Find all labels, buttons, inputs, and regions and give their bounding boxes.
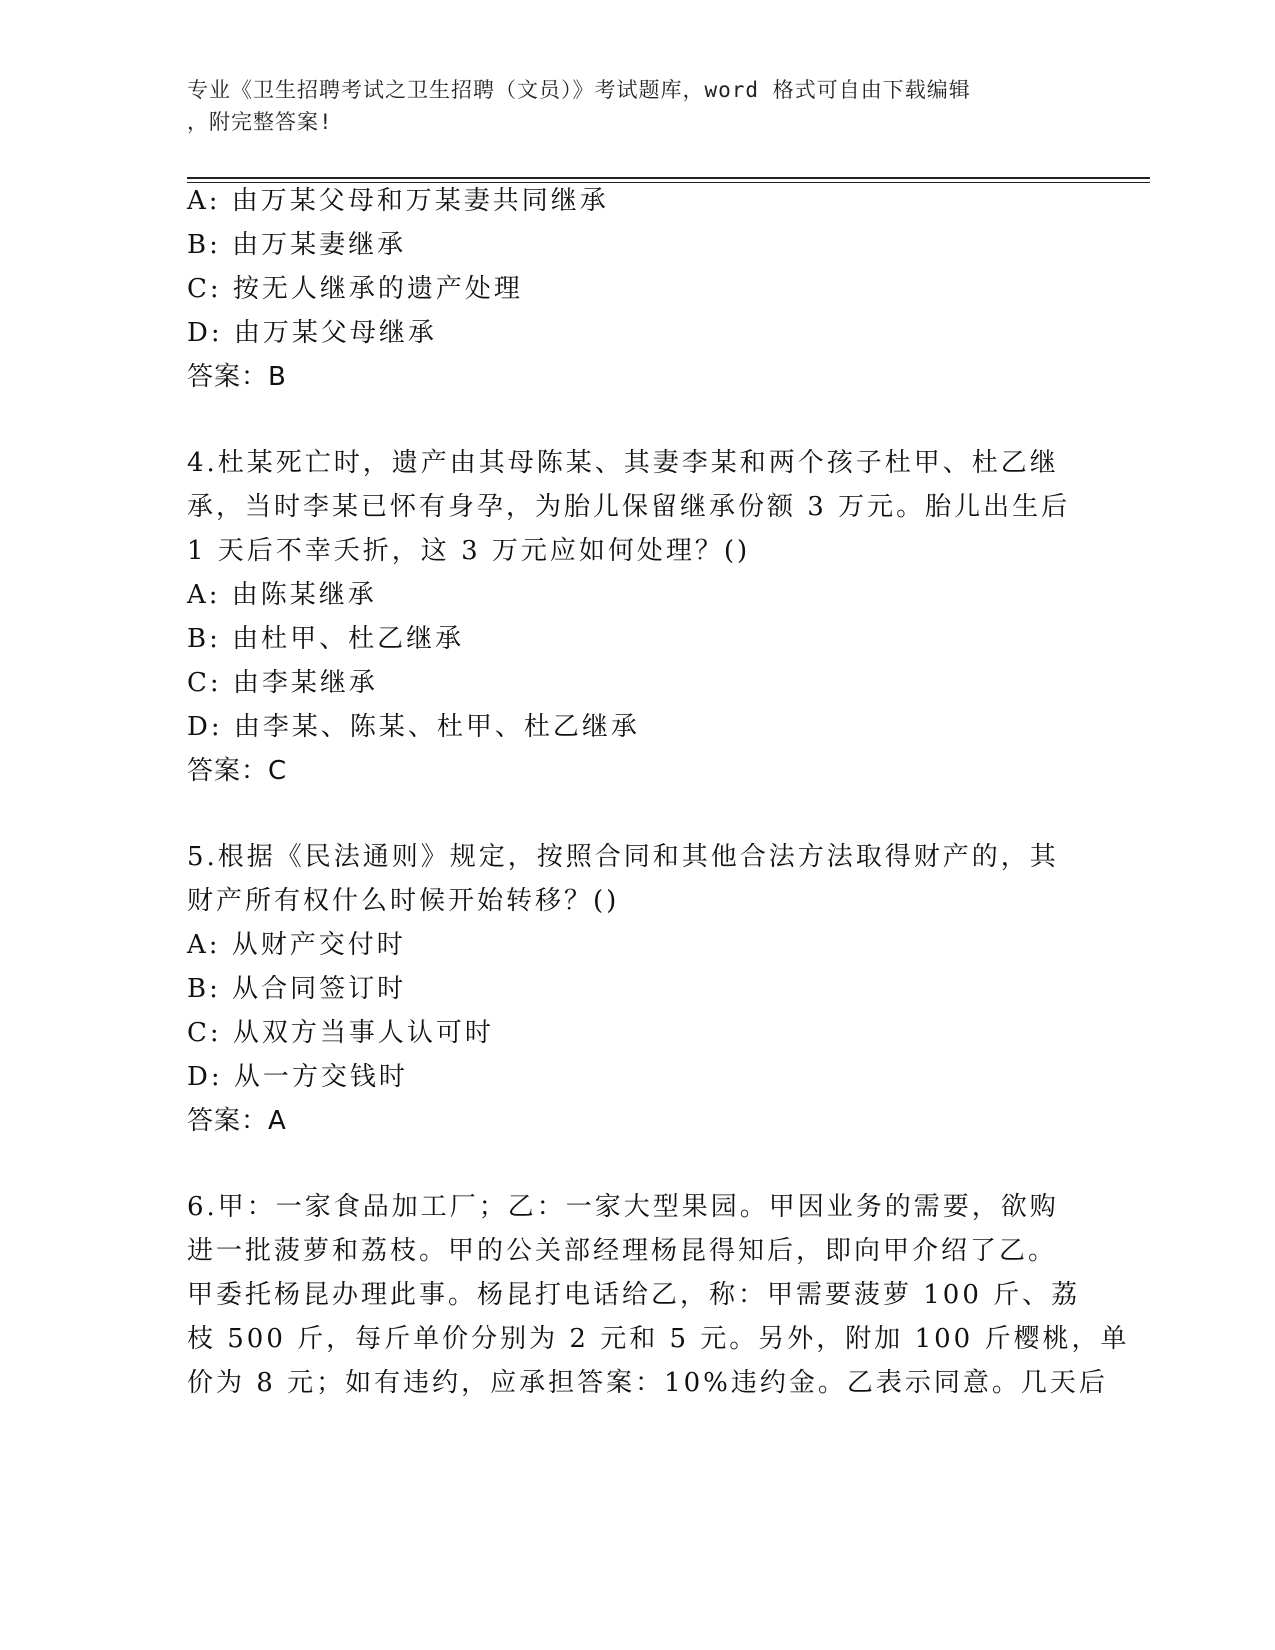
q4-option-b: B: 由杜甲、杜乙继承 [187, 624, 465, 654]
q4-option-c: C: 由李某继承 [187, 668, 378, 698]
header-line-1: 专业《卫生招聘考试之卫生招聘（文员）》考试题库，word 格式可自由下载编辑 [187, 78, 971, 102]
q5-option-a: A: 从财产交付时 [187, 930, 406, 960]
q5-option-c: C: 从双方当事人认可时 [187, 1018, 494, 1048]
q3-answer: 答案：B [187, 362, 287, 392]
header-divider-thin [187, 182, 1150, 183]
header-line-2: ，附完整答案! [187, 110, 333, 134]
q4-stem-line-3: 1 天后不幸夭折，这 3 万元应如何处理？() [187, 536, 751, 566]
q6-stem-line-2: 进一批菠萝和荔枝。甲的公关部经理杨昆得知后，即向甲介绍了乙。 [187, 1236, 1058, 1266]
q4-stem-line-2: 承，当时李某已怀有身孕，为胎儿保留继承份额 3 万元。胎儿出生后 [187, 492, 1071, 522]
q3-option-d: D: 由万某父母继承 [187, 318, 437, 348]
q4-option-d: D: 由李某、陈某、杜甲、杜乙继承 [187, 712, 640, 742]
q4-option-a: A: 由陈某继承 [187, 580, 377, 610]
q3-option-a: A: 由万某父母和万某妻共同继承 [187, 186, 609, 216]
q5-option-d: D: 从一方交钱时 [187, 1062, 408, 1092]
document-header [187, 74, 1067, 138]
q6-stem-line-1: 6.甲：一家食品加工厂；乙：一家大型果园。甲因业务的需要，欲购 [187, 1192, 1059, 1222]
q6-stem-line-3: 甲委托杨昆办理此事。杨昆打电话给乙，称：甲需要菠萝 100 斤、荔 [187, 1280, 1081, 1310]
q6-stem-line-5: 价为 8 元；如有违约，应承担答案：10%违约金。乙表示同意。几天后 [187, 1368, 1108, 1398]
q5-stem-line-1: 5.根据《民法通则》规定，按照合同和其他合法方法取得财产的，其 [187, 842, 1059, 872]
q5-answer: 答案：A [187, 1106, 287, 1136]
q5-option-b: B: 从合同签订时 [187, 974, 407, 1004]
q5-stem-line-2: 财产所有权什么时候开始转移？() [187, 886, 620, 916]
q3-option-b: B: 由万某妻继承 [187, 230, 407, 260]
q6-stem-line-4: 枝 500 斤，每斤单价分别为 2 元和 5 元。另外，附加 100 斤樱桃，单 [187, 1324, 1130, 1354]
header-divider-thick [187, 177, 1150, 179]
q4-answer: 答案：C [187, 756, 288, 786]
q3-option-c: C: 按无人继承的遗产处理 [187, 274, 523, 304]
q4-stem-line-1: 4.杜某死亡时，遗产由其母陈某、其妻李某和两个孩子杜甲、杜乙继 [187, 448, 1059, 478]
